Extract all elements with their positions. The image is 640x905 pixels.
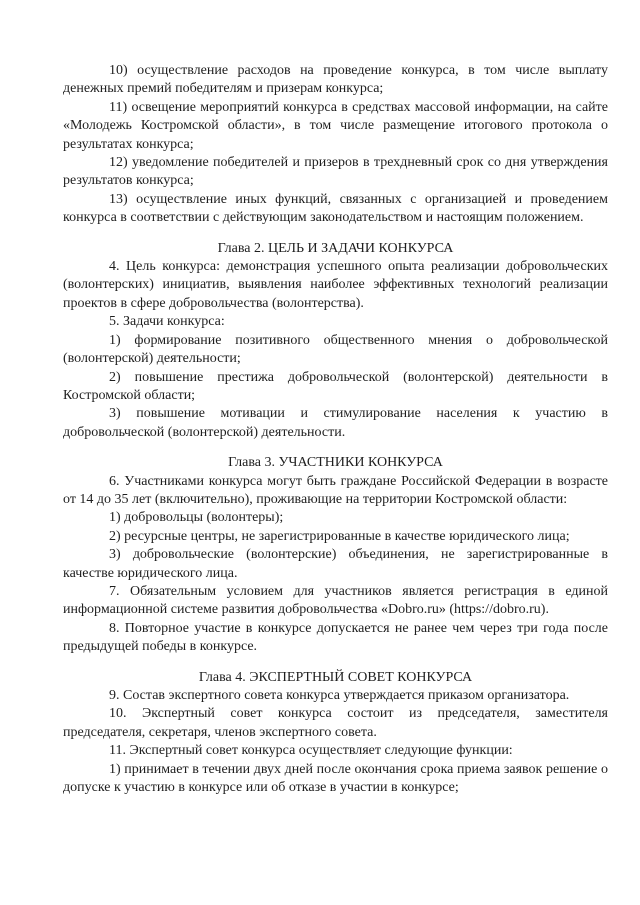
chapter-3-sub-2: 2) ресурсные центры, не зарегистрированные в качестве юридического лица; xyxy=(109,528,570,544)
chapter-4-item-11: 11. Экспертный совет конкурса осуществляет следующие функции: xyxy=(109,743,513,759)
chapter-3-sub-1: 1) добровольцы (волонтеры); xyxy=(109,510,284,526)
chapter-4-heading: Глава 4. ЭКСПЕРТНЫЙ СОВЕТ КОНКУРСА xyxy=(198,669,473,685)
chapter-2-task-2: 2) повышение престижа добровольческой (волонтерской) деятельности в Костромской области; xyxy=(63,369,608,403)
chapter-2-task-1: 1) формирование позитивного общественного мнения о добровольческой (волонтерской) деятельности; xyxy=(63,332,608,367)
chapter-4-item-9: 9. Состав экспертного совета конкурса утверждается приказом организатора. xyxy=(109,688,570,703)
chapter-3-item-6: 6. Участниками конкурса могут быть граждане Российской Федерации в возрасте от 14 до 35 лет (включительно), проживающие на территории Костромской области: xyxy=(63,473,608,507)
chapter-2-item-4: 4. Цель конкурса: демонстрация успешного опыта реализации добровольческих (волонтерских) инициатив, выявления наиболее эффективных технологий реализации проектов в сфере добровольчества (волонтерства). xyxy=(63,259,608,311)
chapter-3-heading: Глава 3. УЧАСТНИКИ КОНКУРСА xyxy=(228,455,443,471)
chapter-2-heading: Глава 2. ЦЕЛЬ И ЗАДАЧИ КОНКУРСА xyxy=(217,240,454,256)
paragraph-item-10: 10) осуществление расходов на проведение конкурса, в том числе выплату денежных премий победителям и призерам конкурса; xyxy=(63,63,608,97)
chapter-2-task-3: 3) повышение мотивации и стимулирование населения к участию в добровольческой (волонтерской) деятельности. xyxy=(63,406,608,440)
paragraph-item-13: 13) осуществление иных функций, связанных с организацией и проведением конкурса в соответствии с действующим законодательством и настоящим положением. xyxy=(63,191,608,226)
chapter-3-item-8: 8. Повторное участие в конкурсе допускается не ранее чем через три года после предыдущей победы в конкурсе. xyxy=(63,620,608,655)
paragraph-item-12: 12) уведомление победителей и призеров в трехдневный срок со дня утверждения результатов конкурса; xyxy=(63,155,608,189)
chapter-2-item-5: 5. Задачи конкурса: xyxy=(109,314,225,330)
chapter-3-item-7: 7. Обязательным условием для участников является регистрация в единой информационной системе развития добровольчества «Dobro.ru» (https://dobro.ru). xyxy=(63,583,608,618)
chapter-3-sub-3: 3) добровольческие (волонтерские) объединения, не зарегистрированные в качестве юридического лица. xyxy=(63,547,608,581)
chapter-4-item-10: 10. Экспертный совет конкурса состоит из председателя, заместителя председателя, секретаря, членов экспертного совета. xyxy=(63,706,608,740)
chapter-4-function-1: 1) принимает в течении двух дней после окончания срока приема заявок решение о допуске к участию в конкурсе или об отказе в участии в конкурсе; xyxy=(63,761,608,796)
document-page xyxy=(63,62,608,797)
paragraph-item-11: 11) освещение мероприятий конкурса в средствах массовой информации, на сайте «Молодежь Костромской области», в том числе размещение итогового протокола о результатах конкурса; xyxy=(63,99,608,152)
